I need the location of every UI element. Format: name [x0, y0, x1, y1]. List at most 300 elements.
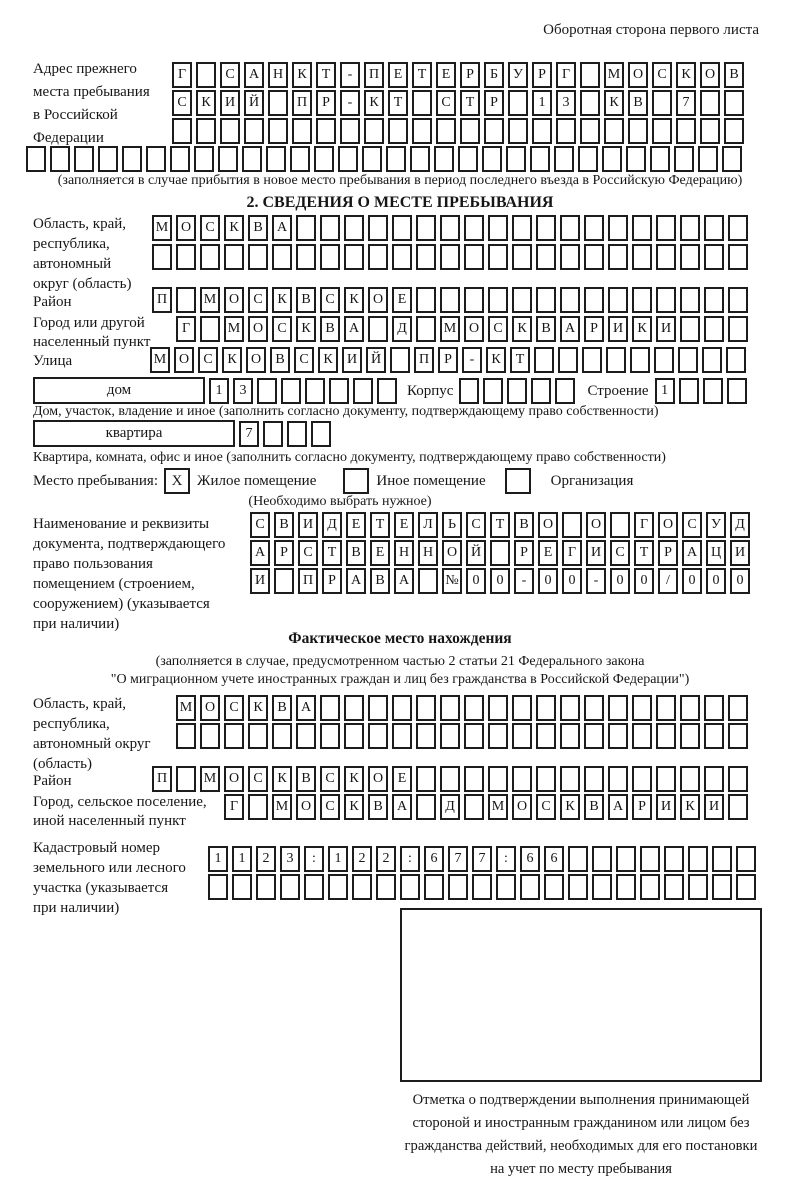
char-cell[interactable] [459, 378, 479, 404]
char-cell[interactable] [368, 244, 388, 270]
char-cell[interactable]: Т [412, 62, 432, 88]
char-cell[interactable] [122, 146, 142, 172]
char-cell[interactable] [628, 118, 648, 144]
char-cell[interactable] [464, 723, 484, 749]
char-cell[interactable] [680, 766, 700, 792]
char-cell[interactable]: П [152, 287, 172, 313]
char-cell[interactable]: К [318, 347, 338, 373]
char-cell[interactable] [704, 215, 724, 241]
char-cell[interactable] [266, 146, 286, 172]
char-cell[interactable]: И [298, 512, 318, 538]
char-cell[interactable]: П [414, 347, 434, 373]
char-cell[interactable]: : [400, 846, 420, 872]
char-cell[interactable]: 0 [682, 568, 702, 594]
char-cell[interactable] [555, 378, 575, 404]
char-cell[interactable] [568, 846, 588, 872]
char-cell[interactable] [560, 766, 580, 792]
char-cell[interactable] [700, 118, 720, 144]
char-cell[interactable] [257, 378, 277, 404]
char-cell[interactable]: Р [584, 316, 604, 342]
char-cell[interactable]: Е [346, 512, 366, 538]
char-cell[interactable] [176, 766, 196, 792]
char-cell[interactable]: И [704, 794, 724, 820]
char-cell[interactable]: С [272, 316, 292, 342]
char-cell[interactable]: В [724, 62, 744, 88]
char-cell[interactable] [727, 378, 747, 404]
char-cell[interactable] [592, 846, 612, 872]
char-cell[interactable] [418, 568, 438, 594]
char-cell[interactable] [488, 695, 508, 721]
char-cell[interactable] [678, 347, 698, 373]
char-cell[interactable] [508, 90, 528, 116]
char-cell[interactable] [274, 568, 294, 594]
char-cell[interactable] [152, 244, 172, 270]
char-cell[interactable] [194, 146, 214, 172]
char-cell[interactable] [608, 766, 628, 792]
char-cell[interactable] [664, 874, 684, 900]
char-cell[interactable]: У [706, 512, 726, 538]
char-cell[interactable] [146, 146, 166, 172]
char-cell[interactable] [680, 244, 700, 270]
char-cell[interactable]: П [364, 62, 384, 88]
char-cell[interactable]: М [440, 316, 460, 342]
char-cell[interactable] [416, 244, 436, 270]
char-cell[interactable] [268, 90, 288, 116]
char-cell[interactable] [630, 347, 650, 373]
char-cell[interactable]: С [610, 540, 630, 566]
char-cell[interactable] [176, 287, 196, 313]
char-cell[interactable] [702, 347, 722, 373]
char-cell[interactable] [296, 244, 316, 270]
char-cell[interactable]: Р [322, 568, 342, 594]
char-cell[interactable]: О [368, 766, 388, 792]
char-cell[interactable] [536, 766, 556, 792]
char-cell[interactable]: К [224, 215, 244, 241]
char-cell[interactable] [656, 695, 676, 721]
char-cell[interactable]: В [584, 794, 604, 820]
char-cell[interactable] [248, 794, 268, 820]
char-cell[interactable] [248, 723, 268, 749]
char-cell[interactable] [377, 378, 397, 404]
char-cell[interactable]: С [250, 512, 270, 538]
char-cell[interactable]: К [272, 766, 292, 792]
char-cell[interactable]: С [298, 540, 318, 566]
stay-type-checkbox-organization[interactable] [505, 468, 531, 494]
char-cell[interactable] [232, 874, 252, 900]
char-cell[interactable] [530, 146, 550, 172]
char-cell[interactable] [680, 215, 700, 241]
char-cell[interactable] [364, 118, 384, 144]
char-cell[interactable]: А [296, 695, 316, 721]
char-cell[interactable] [558, 347, 578, 373]
char-cell[interactable]: Н [418, 540, 438, 566]
char-cell[interactable]: К [344, 794, 364, 820]
char-cell[interactable]: В [274, 512, 294, 538]
char-cell[interactable]: Н [394, 540, 414, 566]
char-cell[interactable]: В [270, 347, 290, 373]
char-cell[interactable]: И [656, 316, 676, 342]
char-cell[interactable] [392, 215, 412, 241]
char-cell[interactable] [728, 244, 748, 270]
char-cell[interactable] [305, 378, 325, 404]
char-cell[interactable] [584, 695, 604, 721]
char-cell[interactable]: Р [632, 794, 652, 820]
char-cell[interactable] [724, 118, 744, 144]
char-cell[interactable]: 1 [232, 846, 252, 872]
char-cell[interactable]: О [538, 512, 558, 538]
char-cell[interactable]: 1 [209, 378, 229, 404]
char-cell[interactable]: О [174, 347, 194, 373]
char-cell[interactable] [736, 874, 756, 900]
char-cell[interactable] [604, 118, 624, 144]
char-cell[interactable]: С [198, 347, 218, 373]
char-cell[interactable] [368, 215, 388, 241]
char-cell[interactable]: С [200, 215, 220, 241]
char-cell[interactable]: С [172, 90, 192, 116]
char-cell[interactable] [616, 846, 636, 872]
char-cell[interactable]: Д [322, 512, 342, 538]
char-cell[interactable] [320, 215, 340, 241]
char-cell[interactable] [410, 146, 430, 172]
char-cell[interactable] [416, 794, 436, 820]
char-cell[interactable] [580, 90, 600, 116]
char-cell[interactable] [464, 695, 484, 721]
char-cell[interactable]: 1 [532, 90, 552, 116]
char-cell[interactable] [448, 874, 468, 900]
char-cell[interactable] [368, 723, 388, 749]
char-cell[interactable]: Т [634, 540, 654, 566]
char-cell[interactable] [340, 118, 360, 144]
char-cell[interactable]: О [628, 62, 648, 88]
char-cell[interactable]: П [292, 90, 312, 116]
char-cell[interactable] [386, 146, 406, 172]
char-cell[interactable] [316, 118, 336, 144]
char-cell[interactable]: И [656, 794, 676, 820]
char-cell[interactable] [488, 244, 508, 270]
char-cell[interactable] [484, 118, 504, 144]
char-cell[interactable] [287, 421, 307, 447]
char-cell[interactable] [703, 378, 723, 404]
char-cell[interactable] [320, 723, 340, 749]
char-cell[interactable]: К [364, 90, 384, 116]
char-cell[interactable] [176, 244, 196, 270]
char-cell[interactable] [256, 874, 276, 900]
char-cell[interactable]: О [442, 540, 462, 566]
char-cell[interactable]: 2 [376, 846, 396, 872]
char-cell[interactable]: В [514, 512, 534, 538]
char-cell[interactable] [472, 874, 492, 900]
char-cell[interactable]: 6 [424, 846, 444, 872]
char-cell[interactable]: Т [388, 90, 408, 116]
char-cell[interactable]: 7 [239, 421, 259, 447]
char-cell[interactable]: С [320, 766, 340, 792]
char-cell[interactable] [656, 723, 676, 749]
char-cell[interactable]: Й [366, 347, 386, 373]
char-cell[interactable]: С [652, 62, 672, 88]
char-cell[interactable] [200, 244, 220, 270]
char-cell[interactable] [680, 287, 700, 313]
char-cell[interactable]: 7 [472, 846, 492, 872]
char-cell[interactable] [272, 723, 292, 749]
char-cell[interactable] [464, 287, 484, 313]
char-cell[interactable] [554, 146, 574, 172]
char-cell[interactable] [196, 118, 216, 144]
char-cell[interactable]: С [488, 316, 508, 342]
char-cell[interactable]: А [392, 794, 412, 820]
char-cell[interactable] [292, 118, 312, 144]
char-cell[interactable]: В [346, 540, 366, 566]
char-cell[interactable] [680, 695, 700, 721]
char-cell[interactable] [416, 766, 436, 792]
char-cell[interactable]: Е [388, 62, 408, 88]
char-cell[interactable] [482, 146, 502, 172]
char-cell[interactable]: С [220, 62, 240, 88]
char-cell[interactable]: С [248, 766, 268, 792]
char-cell[interactable] [424, 874, 444, 900]
char-cell[interactable]: И [586, 540, 606, 566]
char-cell[interactable] [520, 874, 540, 900]
char-cell[interactable] [688, 874, 708, 900]
char-cell[interactable]: 0 [730, 568, 750, 594]
char-cell[interactable] [362, 146, 382, 172]
char-cell[interactable] [704, 316, 724, 342]
char-cell[interactable] [281, 378, 301, 404]
char-cell[interactable] [440, 244, 460, 270]
char-cell[interactable] [172, 118, 192, 144]
char-cell[interactable]: 7 [448, 846, 468, 872]
char-cell[interactable] [712, 874, 732, 900]
char-cell[interactable]: 7 [676, 90, 696, 116]
char-cell[interactable] [584, 287, 604, 313]
char-cell[interactable]: В [536, 316, 556, 342]
char-cell[interactable]: О [700, 62, 720, 88]
char-cell[interactable] [704, 287, 724, 313]
char-cell[interactable]: О [200, 695, 220, 721]
char-cell[interactable] [728, 766, 748, 792]
char-cell[interactable]: К [344, 766, 364, 792]
char-cell[interactable] [296, 723, 316, 749]
char-cell[interactable] [536, 695, 556, 721]
char-cell[interactable] [464, 794, 484, 820]
char-cell[interactable] [416, 316, 436, 342]
char-cell[interactable] [506, 146, 526, 172]
char-cell[interactable]: 0 [706, 568, 726, 594]
char-cell[interactable]: П [298, 568, 318, 594]
char-cell[interactable]: А [608, 794, 628, 820]
char-cell[interactable] [626, 146, 646, 172]
char-cell[interactable] [248, 244, 268, 270]
char-cell[interactable]: 0 [466, 568, 486, 594]
char-cell[interactable] [416, 287, 436, 313]
char-cell[interactable]: Т [490, 512, 510, 538]
char-cell[interactable]: / [658, 568, 678, 594]
char-cell[interactable]: Т [370, 512, 390, 538]
char-cell[interactable]: Р [532, 62, 552, 88]
char-cell[interactable] [296, 215, 316, 241]
stay-type-checkbox-other[interactable] [343, 468, 369, 494]
char-cell[interactable]: Е [436, 62, 456, 88]
char-cell[interactable]: : [304, 846, 324, 872]
char-cell[interactable] [560, 723, 580, 749]
char-cell[interactable]: М [176, 695, 196, 721]
char-cell[interactable] [632, 244, 652, 270]
char-cell[interactable] [616, 874, 636, 900]
char-cell[interactable]: Т [460, 90, 480, 116]
char-cell[interactable]: Р [460, 62, 480, 88]
char-cell[interactable]: 3 [280, 846, 300, 872]
char-cell[interactable]: А [346, 568, 366, 594]
char-cell[interactable]: - [340, 90, 360, 116]
char-cell[interactable]: Г [634, 512, 654, 538]
char-cell[interactable]: О [296, 794, 316, 820]
char-cell[interactable] [200, 723, 220, 749]
char-cell[interactable]: В [296, 766, 316, 792]
char-cell[interactable]: О [658, 512, 678, 538]
char-cell[interactable] [344, 695, 364, 721]
char-cell[interactable] [488, 287, 508, 313]
char-cell[interactable] [556, 118, 576, 144]
char-cell[interactable]: Р [658, 540, 678, 566]
char-cell[interactable]: О [586, 512, 606, 538]
char-cell[interactable]: - [514, 568, 534, 594]
char-cell[interactable] [580, 118, 600, 144]
char-cell[interactable]: А [560, 316, 580, 342]
char-cell[interactable]: К [512, 316, 532, 342]
char-cell[interactable] [531, 378, 551, 404]
char-cell[interactable] [338, 146, 358, 172]
char-cell[interactable] [610, 512, 630, 538]
char-cell[interactable] [704, 766, 724, 792]
char-cell[interactable] [353, 378, 373, 404]
char-cell[interactable]: В [628, 90, 648, 116]
char-cell[interactable] [512, 287, 532, 313]
char-cell[interactable] [728, 316, 748, 342]
char-cell[interactable]: В [368, 794, 388, 820]
char-cell[interactable]: А [344, 316, 364, 342]
char-cell[interactable] [416, 695, 436, 721]
char-cell[interactable] [507, 378, 527, 404]
char-cell[interactable]: № [442, 568, 462, 594]
char-cell[interactable] [536, 287, 556, 313]
char-cell[interactable]: - [340, 62, 360, 88]
char-cell[interactable] [488, 215, 508, 241]
char-cell[interactable] [304, 874, 324, 900]
char-cell[interactable] [440, 287, 460, 313]
char-cell[interactable]: М [200, 287, 220, 313]
char-cell[interactable] [200, 316, 220, 342]
char-cell[interactable] [464, 244, 484, 270]
char-cell[interactable] [458, 146, 478, 172]
char-cell[interactable] [388, 118, 408, 144]
char-cell[interactable]: Р [484, 90, 504, 116]
char-cell[interactable]: Д [440, 794, 460, 820]
char-cell[interactable] [698, 146, 718, 172]
char-cell[interactable] [606, 347, 626, 373]
char-cell[interactable]: Е [392, 287, 412, 313]
char-cell[interactable] [329, 378, 349, 404]
char-cell[interactable] [736, 846, 756, 872]
char-cell[interactable] [632, 695, 652, 721]
char-cell[interactable] [98, 146, 118, 172]
char-cell[interactable]: С [224, 695, 244, 721]
char-cell[interactable]: А [244, 62, 264, 88]
char-cell[interactable] [392, 695, 412, 721]
char-cell[interactable] [534, 347, 554, 373]
char-cell[interactable]: К [604, 90, 624, 116]
char-cell[interactable] [724, 90, 744, 116]
char-cell[interactable]: К [292, 62, 312, 88]
char-cell[interactable]: 1 [655, 378, 675, 404]
char-cell[interactable] [584, 723, 604, 749]
char-cell[interactable] [244, 118, 264, 144]
char-cell[interactable]: 3 [556, 90, 576, 116]
char-cell[interactable] [280, 874, 300, 900]
char-cell[interactable] [512, 766, 532, 792]
char-cell[interactable]: Г [556, 62, 576, 88]
char-cell[interactable]: О [248, 316, 268, 342]
char-cell[interactable]: К [486, 347, 506, 373]
char-cell[interactable]: Т [322, 540, 342, 566]
char-cell[interactable] [582, 347, 602, 373]
char-cell[interactable] [688, 846, 708, 872]
char-cell[interactable]: С [682, 512, 702, 538]
char-cell[interactable]: Д [730, 512, 750, 538]
char-cell[interactable] [344, 244, 364, 270]
char-cell[interactable] [488, 766, 508, 792]
char-cell[interactable] [208, 874, 228, 900]
char-cell[interactable] [196, 62, 216, 88]
char-cell[interactable] [368, 695, 388, 721]
char-cell[interactable] [26, 146, 46, 172]
char-cell[interactable] [578, 146, 598, 172]
char-cell[interactable]: Е [394, 512, 414, 538]
char-cell[interactable]: С [536, 794, 556, 820]
char-cell[interactable]: М [150, 347, 170, 373]
char-cell[interactable] [440, 766, 460, 792]
char-cell[interactable] [314, 146, 334, 172]
char-cell[interactable] [436, 118, 456, 144]
char-cell[interactable]: М [604, 62, 624, 88]
char-cell[interactable] [608, 287, 628, 313]
char-cell[interactable]: 1 [208, 846, 228, 872]
char-cell[interactable] [176, 723, 196, 749]
char-cell[interactable] [728, 287, 748, 313]
char-cell[interactable] [242, 146, 262, 172]
char-cell[interactable] [680, 316, 700, 342]
char-cell[interactable] [311, 421, 331, 447]
stay-type-checkbox-residential[interactable]: X [164, 468, 190, 494]
char-cell[interactable]: О [224, 766, 244, 792]
char-cell[interactable] [584, 244, 604, 270]
char-cell[interactable]: О [176, 215, 196, 241]
char-cell[interactable]: М [152, 215, 172, 241]
char-cell[interactable] [272, 244, 292, 270]
char-cell[interactable] [344, 723, 364, 749]
char-cell[interactable]: Т [316, 62, 336, 88]
char-cell[interactable] [656, 215, 676, 241]
char-cell[interactable] [508, 118, 528, 144]
char-cell[interactable]: С [466, 512, 486, 538]
char-cell[interactable]: Л [418, 512, 438, 538]
char-cell[interactable]: К [296, 316, 316, 342]
char-cell[interactable] [496, 874, 516, 900]
char-cell[interactable]: 2 [352, 846, 372, 872]
char-cell[interactable]: К [632, 316, 652, 342]
char-cell[interactable] [640, 846, 660, 872]
char-cell[interactable] [440, 215, 460, 241]
char-cell[interactable]: С [320, 794, 340, 820]
char-cell[interactable] [562, 512, 582, 538]
